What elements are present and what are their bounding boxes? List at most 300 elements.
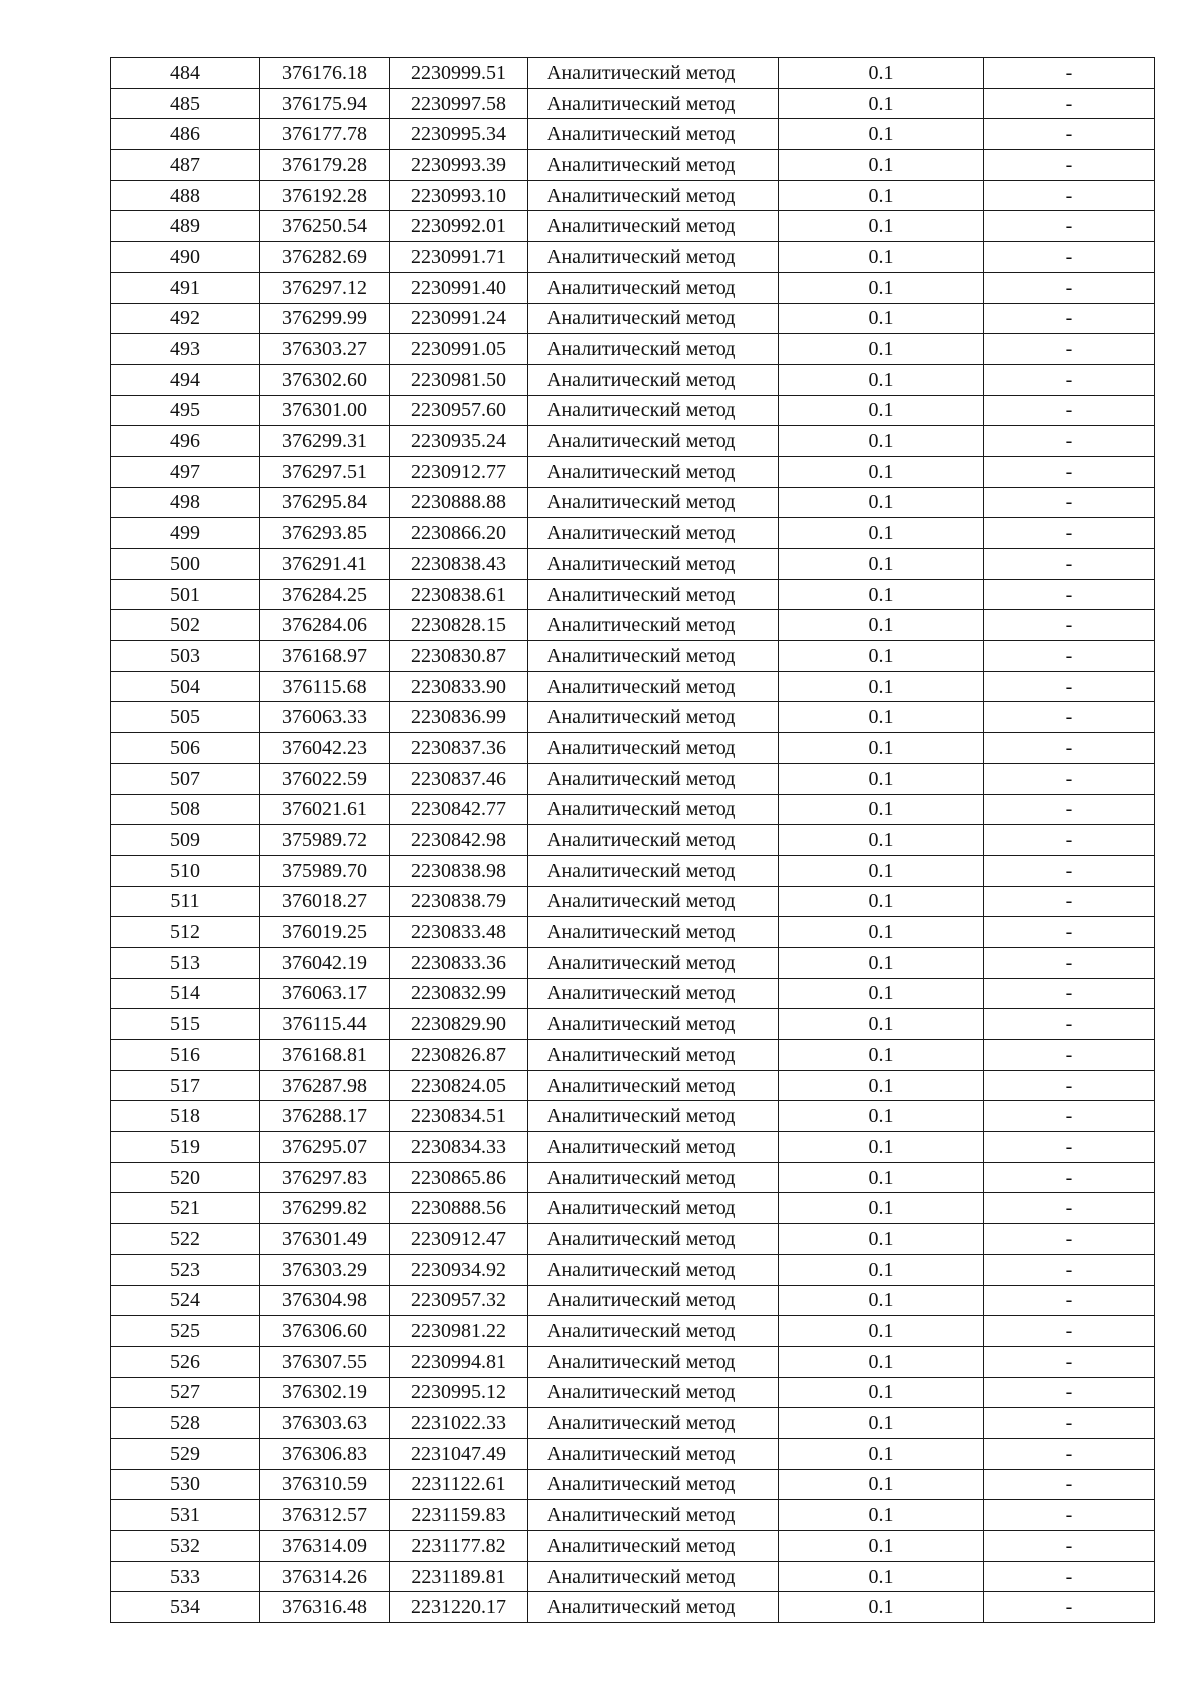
point-number-cell: 511 — [111, 886, 260, 917]
x-coordinate-cell: 376288.17 — [260, 1101, 390, 1132]
table-row — [111, 549, 1155, 580]
description-cell: - — [984, 242, 1155, 273]
point-number-cell: 532 — [111, 1531, 260, 1562]
y-coordinate-cell: 2230834.51 — [390, 1101, 528, 1132]
method-cell: Аналитический метод — [528, 1377, 779, 1408]
table-row — [111, 272, 1155, 303]
method-cell: Аналитический метод — [528, 487, 779, 518]
x-coordinate-cell: 376316.48 — [260, 1592, 390, 1623]
x-coordinate-cell: 376284.25 — [260, 579, 390, 610]
coordinates-table-body — [111, 58, 1155, 1623]
table-row — [111, 978, 1155, 1009]
method-cell: Аналитический метод — [528, 1224, 779, 1255]
description-cell: - — [984, 1592, 1155, 1623]
description-cell: - — [984, 733, 1155, 764]
point-number-cell: 509 — [111, 825, 260, 856]
table-row — [111, 456, 1155, 487]
method-cell: Аналитический метод — [528, 150, 779, 181]
point-number-cell: 519 — [111, 1132, 260, 1163]
description-cell: - — [984, 211, 1155, 242]
y-coordinate-cell: 2230935.24 — [390, 426, 528, 457]
method-cell: Аналитический метод — [528, 671, 779, 702]
method-cell: Аналитический метод — [528, 702, 779, 733]
x-coordinate-cell: 376299.99 — [260, 303, 390, 334]
point-number-cell: 506 — [111, 733, 260, 764]
description-cell: - — [984, 426, 1155, 457]
point-number-cell: 521 — [111, 1193, 260, 1224]
point-number-cell: 520 — [111, 1162, 260, 1193]
x-coordinate-cell: 376299.31 — [260, 426, 390, 457]
table-row — [111, 242, 1155, 273]
point-number-cell: 485 — [111, 88, 260, 119]
point-number-cell: 530 — [111, 1469, 260, 1500]
table-row — [111, 702, 1155, 733]
accuracy-cell: 0.1 — [779, 1408, 984, 1439]
y-coordinate-cell: 2231220.17 — [390, 1592, 528, 1623]
method-cell: Аналитический метод — [528, 886, 779, 917]
y-coordinate-cell: 2230993.10 — [390, 180, 528, 211]
y-coordinate-cell: 2230842.77 — [390, 794, 528, 825]
point-number-cell: 497 — [111, 456, 260, 487]
table-row — [111, 487, 1155, 518]
x-coordinate-cell: 376042.19 — [260, 947, 390, 978]
description-cell: - — [984, 794, 1155, 825]
x-coordinate-cell: 376297.83 — [260, 1162, 390, 1193]
y-coordinate-cell: 2230833.48 — [390, 917, 528, 948]
table-row — [111, 150, 1155, 181]
point-number-cell: 503 — [111, 641, 260, 672]
y-coordinate-cell: 2231122.61 — [390, 1469, 528, 1500]
description-cell: - — [984, 978, 1155, 1009]
description-cell: - — [984, 917, 1155, 948]
table-row — [111, 1531, 1155, 1562]
description-cell: - — [984, 1316, 1155, 1347]
table-row — [111, 1316, 1155, 1347]
y-coordinate-cell: 2230833.36 — [390, 947, 528, 978]
table-row — [111, 88, 1155, 119]
y-coordinate-cell: 2231022.33 — [390, 1408, 528, 1439]
accuracy-cell: 0.1 — [779, 947, 984, 978]
y-coordinate-cell: 2230993.39 — [390, 150, 528, 181]
table-row — [111, 1469, 1155, 1500]
x-coordinate-cell: 376021.61 — [260, 794, 390, 825]
x-coordinate-cell: 376303.29 — [260, 1254, 390, 1285]
method-cell: Аналитический метод — [528, 395, 779, 426]
table-row — [111, 1040, 1155, 1071]
method-cell: Аналитический метод — [528, 825, 779, 856]
x-coordinate-cell: 376287.98 — [260, 1070, 390, 1101]
table-row — [111, 579, 1155, 610]
accuracy-cell: 0.1 — [779, 610, 984, 641]
accuracy-cell: 0.1 — [779, 1531, 984, 1562]
table-row — [111, 334, 1155, 365]
description-cell: - — [984, 180, 1155, 211]
method-cell: Аналитический метод — [528, 1254, 779, 1285]
description-cell: - — [984, 1040, 1155, 1071]
description-cell: - — [984, 947, 1155, 978]
accuracy-cell: 0.1 — [779, 1469, 984, 1500]
x-coordinate-cell: 376301.00 — [260, 395, 390, 426]
method-cell: Аналитический метод — [528, 733, 779, 764]
x-coordinate-cell: 376304.98 — [260, 1285, 390, 1316]
description-cell: - — [984, 549, 1155, 580]
method-cell: Аналитический метод — [528, 579, 779, 610]
point-number-cell: 492 — [111, 303, 260, 334]
method-cell: Аналитический метод — [528, 794, 779, 825]
method-cell: Аналитический метод — [528, 1070, 779, 1101]
accuracy-cell: 0.1 — [779, 1561, 984, 1592]
table-row — [111, 1254, 1155, 1285]
description-cell: - — [984, 487, 1155, 518]
description-cell: - — [984, 272, 1155, 303]
description-cell: - — [984, 1500, 1155, 1531]
y-coordinate-cell: 2230981.50 — [390, 364, 528, 395]
accuracy-cell: 0.1 — [779, 211, 984, 242]
y-coordinate-cell: 2230830.87 — [390, 641, 528, 672]
point-number-cell: 490 — [111, 242, 260, 273]
y-coordinate-cell: 2230999.51 — [390, 58, 528, 89]
accuracy-cell: 0.1 — [779, 855, 984, 886]
method-cell: Аналитический метод — [528, 1009, 779, 1040]
x-coordinate-cell: 376282.69 — [260, 242, 390, 273]
point-number-cell: 518 — [111, 1101, 260, 1132]
x-coordinate-cell: 376115.44 — [260, 1009, 390, 1040]
method-cell: Аналитический метод — [528, 1193, 779, 1224]
accuracy-cell: 0.1 — [779, 426, 984, 457]
table-row — [111, 1285, 1155, 1316]
x-coordinate-cell: 376302.19 — [260, 1377, 390, 1408]
point-number-cell: 498 — [111, 487, 260, 518]
accuracy-cell: 0.1 — [779, 272, 984, 303]
method-cell: Аналитический метод — [528, 1040, 779, 1071]
method-cell: Аналитический метод — [528, 518, 779, 549]
method-cell: Аналитический метод — [528, 1408, 779, 1439]
point-number-cell: 505 — [111, 702, 260, 733]
description-cell: - — [984, 1254, 1155, 1285]
accuracy-cell: 0.1 — [779, 334, 984, 365]
description-cell: - — [984, 303, 1155, 334]
method-cell: Аналитический метод — [528, 1285, 779, 1316]
method-cell: Аналитический метод — [528, 88, 779, 119]
description-cell: - — [984, 702, 1155, 733]
description-cell: - — [984, 1408, 1155, 1439]
y-coordinate-cell: 2231177.82 — [390, 1531, 528, 1562]
method-cell: Аналитический метод — [528, 334, 779, 365]
y-coordinate-cell: 2230842.98 — [390, 825, 528, 856]
table-row — [111, 1500, 1155, 1531]
accuracy-cell: 0.1 — [779, 88, 984, 119]
accuracy-cell: 0.1 — [779, 549, 984, 580]
accuracy-cell: 0.1 — [779, 763, 984, 794]
y-coordinate-cell: 2230833.90 — [390, 671, 528, 702]
y-coordinate-cell: 2230824.05 — [390, 1070, 528, 1101]
method-cell: Аналитический метод — [528, 978, 779, 1009]
point-number-cell: 484 — [111, 58, 260, 89]
method-cell: Аналитический метод — [528, 242, 779, 273]
table-row — [111, 119, 1155, 150]
x-coordinate-cell: 376022.59 — [260, 763, 390, 794]
description-cell: - — [984, 1162, 1155, 1193]
point-number-cell: 526 — [111, 1346, 260, 1377]
table-row — [111, 58, 1155, 89]
method-cell: Аналитический метод — [528, 58, 779, 89]
point-number-cell: 494 — [111, 364, 260, 395]
x-coordinate-cell: 376063.33 — [260, 702, 390, 733]
table-row — [111, 180, 1155, 211]
table-row — [111, 733, 1155, 764]
y-coordinate-cell: 2230866.20 — [390, 518, 528, 549]
y-coordinate-cell: 2230995.34 — [390, 119, 528, 150]
point-number-cell: 507 — [111, 763, 260, 794]
point-number-cell: 496 — [111, 426, 260, 457]
method-cell: Аналитический метод — [528, 180, 779, 211]
description-cell: - — [984, 1438, 1155, 1469]
y-coordinate-cell: 2230981.22 — [390, 1316, 528, 1347]
point-number-cell: 486 — [111, 119, 260, 150]
point-number-cell: 493 — [111, 334, 260, 365]
point-number-cell: 534 — [111, 1592, 260, 1623]
x-coordinate-cell: 376063.17 — [260, 978, 390, 1009]
point-number-cell: 515 — [111, 1009, 260, 1040]
table-row — [111, 763, 1155, 794]
description-cell: - — [984, 1224, 1155, 1255]
x-coordinate-cell: 376175.94 — [260, 88, 390, 119]
y-coordinate-cell: 2230957.60 — [390, 395, 528, 426]
y-coordinate-cell: 2230991.05 — [390, 334, 528, 365]
table-row — [111, 1132, 1155, 1163]
y-coordinate-cell: 2230828.15 — [390, 610, 528, 641]
x-coordinate-cell: 376176.18 — [260, 58, 390, 89]
point-number-cell: 508 — [111, 794, 260, 825]
table-row — [111, 303, 1155, 334]
y-coordinate-cell: 2231047.49 — [390, 1438, 528, 1469]
x-coordinate-cell: 376115.68 — [260, 671, 390, 702]
y-coordinate-cell: 2230865.86 — [390, 1162, 528, 1193]
x-coordinate-cell: 376177.78 — [260, 119, 390, 150]
accuracy-cell: 0.1 — [779, 303, 984, 334]
x-coordinate-cell: 376042.23 — [260, 733, 390, 764]
method-cell: Аналитический метод — [528, 917, 779, 948]
table-row — [111, 1561, 1155, 1592]
description-cell: - — [984, 395, 1155, 426]
description-cell: - — [984, 88, 1155, 119]
point-number-cell: 517 — [111, 1070, 260, 1101]
method-cell: Аналитический метод — [528, 855, 779, 886]
method-cell: Аналитический метод — [528, 1132, 779, 1163]
point-number-cell: 495 — [111, 395, 260, 426]
method-cell: Аналитический метод — [528, 1561, 779, 1592]
method-cell: Аналитический метод — [528, 1469, 779, 1500]
description-cell: - — [984, 364, 1155, 395]
accuracy-cell: 0.1 — [779, 978, 984, 1009]
y-coordinate-cell: 2230934.92 — [390, 1254, 528, 1285]
y-coordinate-cell: 2230837.36 — [390, 733, 528, 764]
table-row — [111, 426, 1155, 457]
x-coordinate-cell: 376168.81 — [260, 1040, 390, 1071]
x-coordinate-cell: 376295.84 — [260, 487, 390, 518]
description-cell: - — [984, 1377, 1155, 1408]
table-row — [111, 211, 1155, 242]
accuracy-cell: 0.1 — [779, 119, 984, 150]
accuracy-cell: 0.1 — [779, 702, 984, 733]
table-row — [111, 1592, 1155, 1623]
point-number-cell: 525 — [111, 1316, 260, 1347]
description-cell: - — [984, 1070, 1155, 1101]
accuracy-cell: 0.1 — [779, 1438, 984, 1469]
accuracy-cell: 0.1 — [779, 518, 984, 549]
point-number-cell: 491 — [111, 272, 260, 303]
accuracy-cell: 0.1 — [779, 1224, 984, 1255]
x-coordinate-cell: 376192.28 — [260, 180, 390, 211]
x-coordinate-cell: 376295.07 — [260, 1132, 390, 1163]
method-cell: Аналитический метод — [528, 1101, 779, 1132]
point-number-cell: 523 — [111, 1254, 260, 1285]
method-cell: Аналитический метод — [528, 549, 779, 580]
point-number-cell: 504 — [111, 671, 260, 702]
accuracy-cell: 0.1 — [779, 1040, 984, 1071]
method-cell: Аналитический метод — [528, 364, 779, 395]
method-cell: Аналитический метод — [528, 1531, 779, 1562]
table-row — [111, 364, 1155, 395]
description-cell: - — [984, 518, 1155, 549]
description-cell: - — [984, 671, 1155, 702]
accuracy-cell: 0.1 — [779, 794, 984, 825]
x-coordinate-cell: 376297.12 — [260, 272, 390, 303]
table-row — [111, 825, 1155, 856]
y-coordinate-cell: 2230957.32 — [390, 1285, 528, 1316]
x-coordinate-cell: 376168.97 — [260, 641, 390, 672]
accuracy-cell: 0.1 — [779, 1132, 984, 1163]
method-cell: Аналитический метод — [528, 610, 779, 641]
y-coordinate-cell: 2230995.12 — [390, 1377, 528, 1408]
x-coordinate-cell: 376284.06 — [260, 610, 390, 641]
x-coordinate-cell: 376303.27 — [260, 334, 390, 365]
point-number-cell: 501 — [111, 579, 260, 610]
y-coordinate-cell: 2230838.79 — [390, 886, 528, 917]
accuracy-cell: 0.1 — [779, 1316, 984, 1347]
table-row — [111, 395, 1155, 426]
method-cell: Аналитический метод — [528, 1592, 779, 1623]
table-row — [111, 1009, 1155, 1040]
table-row — [111, 886, 1155, 917]
table-row — [111, 1438, 1155, 1469]
y-coordinate-cell: 2230994.81 — [390, 1346, 528, 1377]
point-number-cell: 533 — [111, 1561, 260, 1592]
accuracy-cell: 0.1 — [779, 1070, 984, 1101]
method-cell: Аналитический метод — [528, 1346, 779, 1377]
table-row — [111, 610, 1155, 641]
method-cell: Аналитический метод — [528, 272, 779, 303]
point-number-cell: 527 — [111, 1377, 260, 1408]
description-cell: - — [984, 825, 1155, 856]
y-coordinate-cell: 2230912.77 — [390, 456, 528, 487]
y-coordinate-cell: 2230991.71 — [390, 242, 528, 273]
accuracy-cell: 0.1 — [779, 917, 984, 948]
y-coordinate-cell: 2230838.61 — [390, 579, 528, 610]
x-coordinate-cell: 376301.49 — [260, 1224, 390, 1255]
table-row — [111, 1224, 1155, 1255]
description-cell: - — [984, 1132, 1155, 1163]
table-row — [111, 947, 1155, 978]
point-number-cell: 528 — [111, 1408, 260, 1439]
accuracy-cell: 0.1 — [779, 58, 984, 89]
y-coordinate-cell: 2230836.99 — [390, 702, 528, 733]
table-row — [111, 1162, 1155, 1193]
method-cell: Аналитический метод — [528, 119, 779, 150]
point-number-cell: 487 — [111, 150, 260, 181]
x-coordinate-cell: 376297.51 — [260, 456, 390, 487]
point-number-cell: 529 — [111, 1438, 260, 1469]
point-number-cell: 513 — [111, 947, 260, 978]
accuracy-cell: 0.1 — [779, 395, 984, 426]
y-coordinate-cell: 2230997.58 — [390, 88, 528, 119]
accuracy-cell: 0.1 — [779, 886, 984, 917]
x-coordinate-cell: 376302.60 — [260, 364, 390, 395]
x-coordinate-cell: 376314.26 — [260, 1561, 390, 1592]
method-cell: Аналитический метод — [528, 1162, 779, 1193]
accuracy-cell: 0.1 — [779, 1500, 984, 1531]
x-coordinate-cell: 375989.70 — [260, 855, 390, 886]
description-cell: - — [984, 1009, 1155, 1040]
y-coordinate-cell: 2230992.01 — [390, 211, 528, 242]
point-number-cell: 531 — [111, 1500, 260, 1531]
y-coordinate-cell: 2230837.46 — [390, 763, 528, 794]
accuracy-cell: 0.1 — [779, 180, 984, 211]
y-coordinate-cell: 2230991.24 — [390, 303, 528, 334]
x-coordinate-cell: 376312.57 — [260, 1500, 390, 1531]
accuracy-cell: 0.1 — [779, 1101, 984, 1132]
description-cell: - — [984, 334, 1155, 365]
accuracy-cell: 0.1 — [779, 579, 984, 610]
y-coordinate-cell: 2230912.47 — [390, 1224, 528, 1255]
y-coordinate-cell: 2231159.83 — [390, 1500, 528, 1531]
description-cell: - — [984, 1531, 1155, 1562]
x-coordinate-cell: 376179.28 — [260, 150, 390, 181]
point-number-cell: 514 — [111, 978, 260, 1009]
x-coordinate-cell: 376310.59 — [260, 1469, 390, 1500]
y-coordinate-cell: 2230888.88 — [390, 487, 528, 518]
x-coordinate-cell: 376303.63 — [260, 1408, 390, 1439]
x-coordinate-cell: 376299.82 — [260, 1193, 390, 1224]
description-cell: - — [984, 1561, 1155, 1592]
x-coordinate-cell: 376314.09 — [260, 1531, 390, 1562]
y-coordinate-cell: 2230826.87 — [390, 1040, 528, 1071]
accuracy-cell: 0.1 — [779, 733, 984, 764]
x-coordinate-cell: 376293.85 — [260, 518, 390, 549]
point-number-cell: 516 — [111, 1040, 260, 1071]
method-cell: Аналитический метод — [528, 426, 779, 457]
y-coordinate-cell: 2230838.98 — [390, 855, 528, 886]
description-cell: - — [984, 886, 1155, 917]
y-coordinate-cell: 2230829.90 — [390, 1009, 528, 1040]
point-number-cell: 522 — [111, 1224, 260, 1255]
accuracy-cell: 0.1 — [779, 1285, 984, 1316]
x-coordinate-cell: 376306.83 — [260, 1438, 390, 1469]
x-coordinate-cell: 376307.55 — [260, 1346, 390, 1377]
accuracy-cell: 0.1 — [779, 456, 984, 487]
accuracy-cell: 0.1 — [779, 1592, 984, 1623]
x-coordinate-cell: 375989.72 — [260, 825, 390, 856]
table-row — [111, 1408, 1155, 1439]
method-cell: Аналитический метод — [528, 211, 779, 242]
method-cell: Аналитический метод — [528, 303, 779, 334]
point-number-cell: 500 — [111, 549, 260, 580]
y-coordinate-cell: 2230991.40 — [390, 272, 528, 303]
method-cell: Аналитический метод — [528, 1438, 779, 1469]
table-row — [111, 1193, 1155, 1224]
accuracy-cell: 0.1 — [779, 671, 984, 702]
method-cell: Аналитический метод — [528, 947, 779, 978]
